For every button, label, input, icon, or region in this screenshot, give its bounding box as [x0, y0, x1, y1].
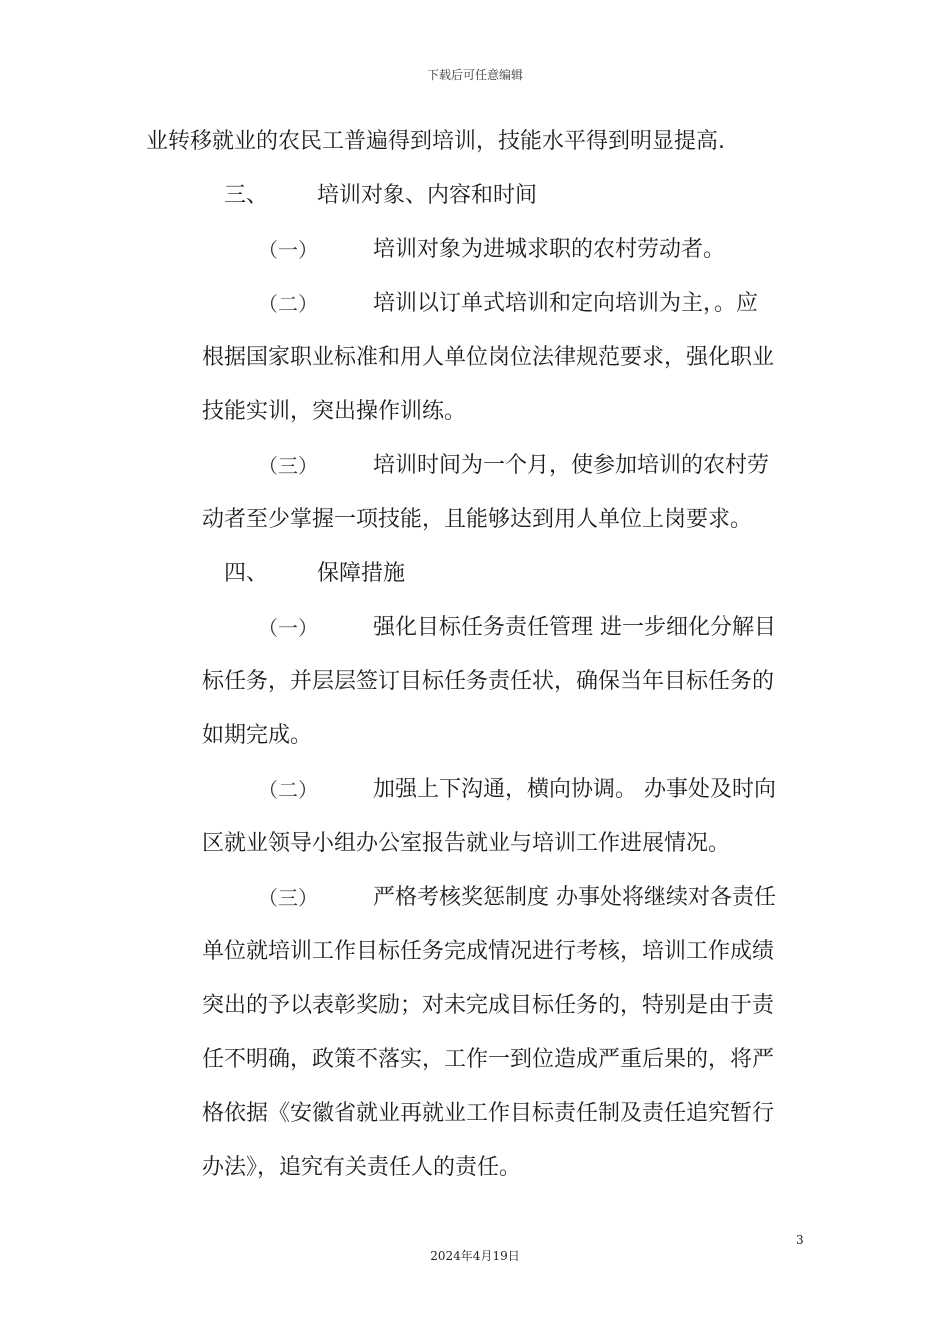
item-text: 严格考核奖惩制度 办事处将继续对各责任 [373, 885, 776, 910]
body-line: 单位就培训工作目标任务完成情况进行考核，培训工作成绩 [202, 939, 775, 964]
page-number: 3 [796, 1233, 804, 1247]
item-text: 培训对象为进城求职的农村劳动者。 [373, 237, 726, 262]
item-number: （一） [258, 616, 318, 640]
body-line: 动者至少掌握一项技能，且能够达到用人单位上岗要求。 [202, 507, 753, 532]
body-line: 办法》，追究有关责任人的责任。 [202, 1155, 522, 1180]
section-heading: 培训对象、内容和时间 [317, 183, 538, 208]
item-number: （三） [258, 454, 318, 478]
item-number: （二） [258, 778, 318, 802]
section-heading: 保障措施 [317, 561, 406, 586]
item-text: 培训时间为一个月，使参加培训的农村劳 [373, 453, 770, 478]
item-number: （三） [258, 886, 318, 910]
body-line: 任不明确，政策不落实，工作一到位造成严重后果的，将严 [202, 1047, 775, 1072]
body-line: 业转移就业的农民工普遍得到培训，技能水平得到明显提高. [146, 129, 725, 154]
body-line: 技能实训，突出操作训练。 [202, 399, 467, 424]
item-text: 强化目标任务责任管理 进一步细化分解目 [373, 615, 776, 640]
item-number: （二） [258, 292, 318, 316]
section-number: 四、 [224, 561, 269, 586]
section-number: 三、 [224, 183, 269, 208]
body-line: 区就业领导小组办公室报告就业与培训工作进展情况。 [202, 831, 731, 856]
page-header: 下载后可任意编辑 [426, 68, 523, 82]
item-text: 加强上下沟通，横向协调。 办事处及时向 [373, 777, 776, 802]
body-line: 标任务，并层层签订目标任务责任状，确保当年目标任务的 [202, 669, 775, 694]
item-text: 培训以订单式培训和定向培训为主，。应 [373, 291, 759, 316]
footer-date: 2024年4月19日 [430, 1249, 520, 1263]
body-line: 格依据《安徽省就业再就业工作目标责任制及责任追究暂行 [202, 1101, 775, 1126]
body-line: 突出的予以表彰奖励；对未完成目标任务的，特别是由于责 [202, 993, 775, 1018]
body-line: 根据国家职业标准和用人单位岗位法律规范要求，强化职业 [202, 345, 775, 370]
body-line: 如期完成。 [202, 723, 313, 748]
item-number: （一） [258, 238, 318, 262]
